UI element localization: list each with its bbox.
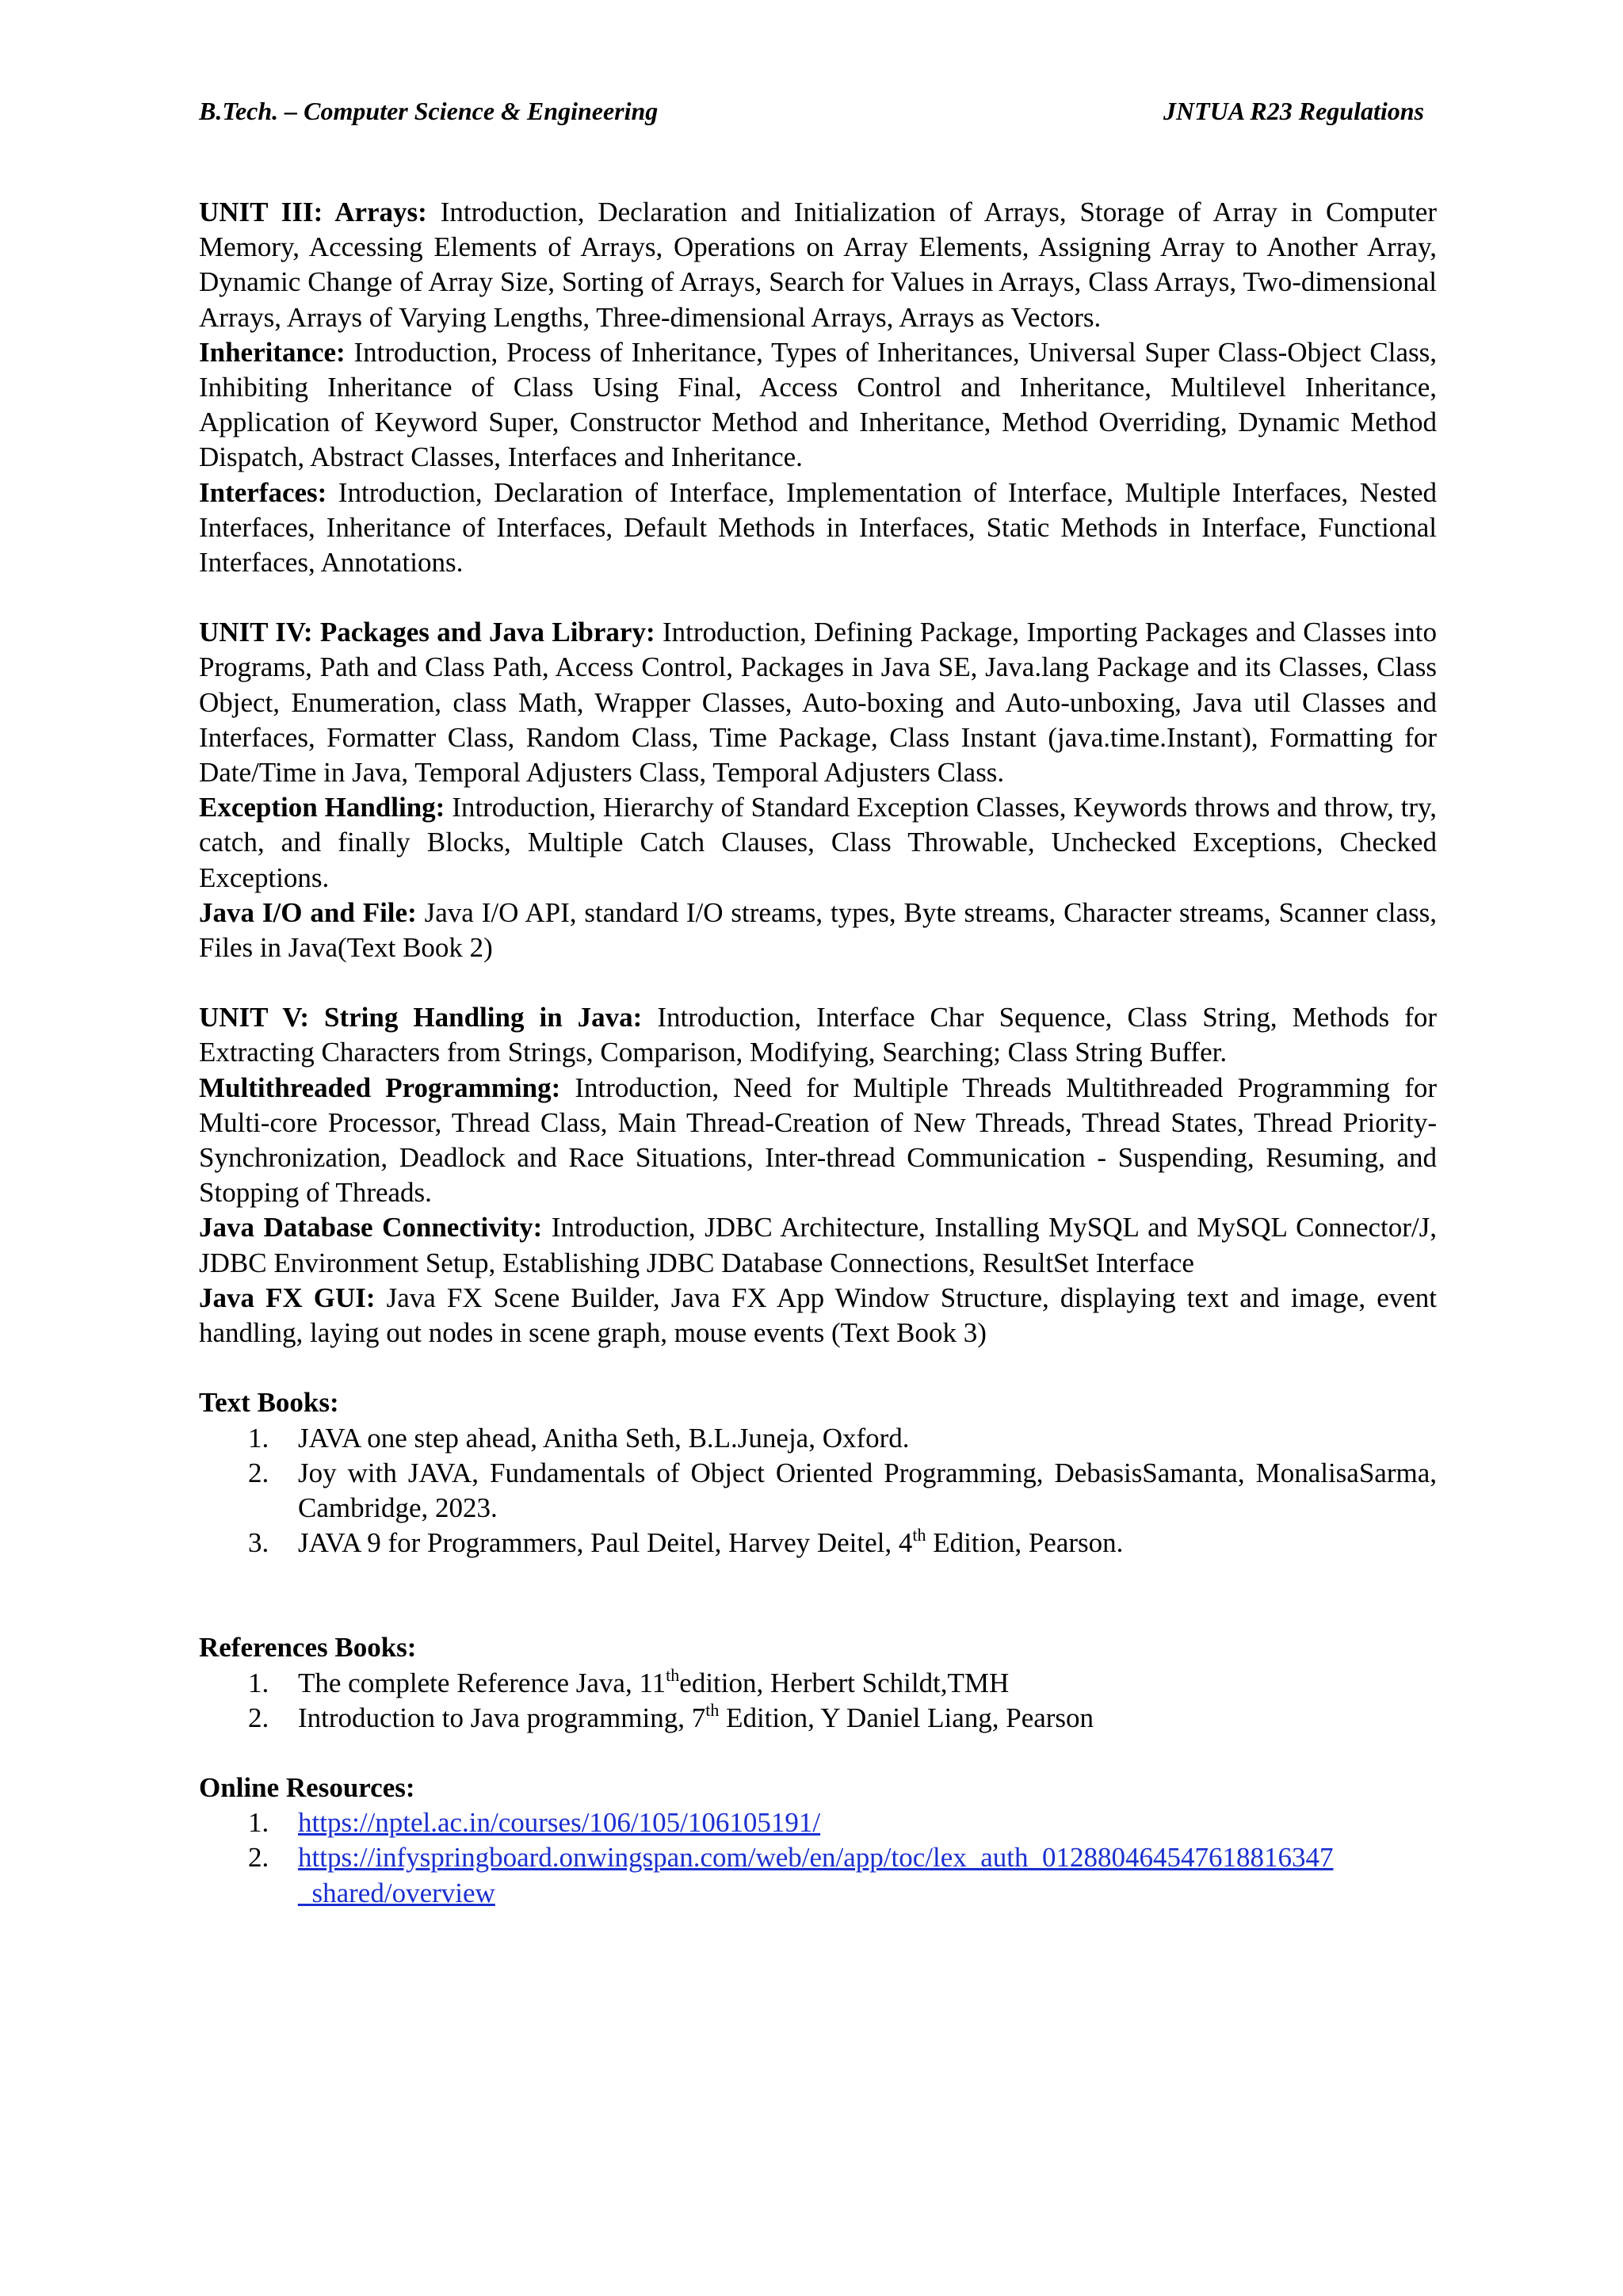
reference-text-tail: edition, Herbert Schildt,TMH bbox=[679, 1667, 1010, 1698]
reference-item bbox=[199, 1701, 1437, 1736]
superscript: th bbox=[705, 1699, 720, 1720]
unit4-packages-text: Introduction, Defining Package, Importing Packages and Classes into Programs, Path and Class Path, Access Control, Packages in Java SE, Java.lang Package and its Classes, Class Object, Enumeration, class Math, Wrapper Classes, Auto-boxing and Auto-unboxing, Java util Classes and Interfaces, Formatter Class, Random Class, Time Package, Class Instant (java.time.Instant), Formatting for Date/Time in Java, Temporal Adjusters Class, Temporal Adjusters Class. bbox=[199, 617, 1437, 789]
list-number: 3. bbox=[248, 1527, 269, 1559]
textbook-item bbox=[199, 1456, 1437, 1526]
textbooks-list bbox=[199, 1421, 1437, 1561]
list-number: 2. bbox=[248, 1457, 269, 1488]
unit5-jdbc-paragraph bbox=[199, 1210, 1437, 1280]
unit5-javafx-paragraph bbox=[199, 1281, 1437, 1350]
unit4-exception-text: Introduction, Hierarchy of Standard Exception Classes, Keywords throws and throw, try, catch, and finally Blocks, Multiple Catch Clauses, Class Throwable, Unchecked Exceptions, Checked Exceptions. bbox=[199, 792, 1437, 893]
list-number: 1. bbox=[248, 1667, 269, 1698]
header-program: B.Tech. – Computer Science & Engineering bbox=[199, 97, 659, 125]
unit4-io-paragraph bbox=[199, 896, 1437, 965]
online-resources-heading: Online Resources: bbox=[199, 1771, 415, 1803]
unit4-packages-paragraph bbox=[199, 615, 1437, 790]
link-line-2: _shared/overview bbox=[298, 1877, 495, 1908]
syllabus-content bbox=[199, 195, 1437, 1911]
references-list bbox=[199, 1666, 1437, 1736]
unit3-interfaces-text: Introduction, Declaration of Interface, Implementation of Interface, Multiple Interfaces, Nested Interfaces, Inheritance of Interfaces, Default Methods in Interfaces, Static Methods in Interface, Functional Interfaces, Annotations. bbox=[199, 476, 1437, 579]
unit3-interfaces-heading: Interfaces: bbox=[199, 476, 327, 508]
unit4-packages-heading: UNIT IV: Packages and Java Library: bbox=[199, 617, 655, 648]
unit5-jdbc-text: Introduction, JDBC Architecture, Installing MySQL and MySQL Connector/J, JDBC Environment Setup, Establishing JDBC Database Connections, ResultSet Interface bbox=[199, 1212, 1437, 1278]
link-line-1: https://infyspringboard.onwingspan.com/web/en/app/toc/lex_auth_012880464547618816347 bbox=[298, 1842, 1334, 1874]
unit3-arrays-paragraph bbox=[199, 195, 1437, 335]
online-resource-item bbox=[199, 1840, 1437, 1910]
unit5-multithreading-text: Introduction, Need for Multiple Threads Multithreaded Programming for Multi-core Processor, Thread Class, Main Thread-Creation of New Threads, Thread States, Thread Priority-Synchronization, Deadlock and Race Situations, Inter-thread Communication - Suspending, Resuming, and Stopping of Threads. bbox=[199, 1072, 1437, 1209]
reference-text: The complete Reference Java, 11 bbox=[298, 1667, 666, 1698]
unit5-multithreading-paragraph bbox=[199, 1071, 1437, 1211]
textbook-text: JAVA one step ahead, Anitha Seth, B.L.Juneja, Oxford. bbox=[298, 1422, 910, 1454]
unit3-arrays-text: Introduction, Declaration and Initialization of Arrays, Storage of Array in Computer Memory, Accessing Elements of Arrays, Operations on Array Elements, Assigning Array to Another Array, Dynamic Change of Array Size, Sorting of Arrays, Search for Values in Arrays, Class Arrays, Two-dimensional Arrays, Arrays of Varying Lengths, Three-dimensional Arrays, Arrays as Vectors. bbox=[199, 197, 1437, 333]
unit3-inheritance-text: Introduction, Process of Inheritance, Types of Inheritances, Universal Super Class-Object Class, Inhibiting Inheritance of Class Using Final, Access Control and Inheritance, Multilevel Inheritance, Application of Keyword Super, Constructor Method and Inheritance, Method Overriding, Dynamic Method Dispatch, Abstract Classes, Interfaces and Inheritance. bbox=[199, 336, 1437, 473]
unit4-io-heading: Java I/O and File: bbox=[199, 896, 417, 928]
list-number: 2. bbox=[248, 1702, 269, 1733]
unit3-inheritance-paragraph bbox=[199, 335, 1437, 476]
header-regulation: JNTUA R23 Regulations bbox=[1163, 97, 1424, 125]
unit4-exception-heading: Exception Handling: bbox=[199, 792, 445, 823]
reference-text: Introduction to Java programming, 7 bbox=[298, 1702, 706, 1733]
reference-text-tail: Edition, Y Daniel Liang, Pearson bbox=[719, 1702, 1094, 1733]
superscript: th bbox=[912, 1525, 926, 1545]
textbooks-heading: Text Books: bbox=[199, 1387, 339, 1419]
unit3-arrays-heading: UNIT III: Arrays: bbox=[199, 197, 427, 227]
unit5-jdbc-heading: Java Database Connectivity: bbox=[199, 1212, 543, 1244]
textbook-text-tail: Edition, Pearson. bbox=[926, 1527, 1124, 1559]
textbook-text: JAVA 9 for Programmers, Paul Deitel, Harvey Deitel, 4 bbox=[298, 1527, 913, 1559]
nptel-link[interactable]: https://nptel.ac.in/courses/106/105/106105191/ bbox=[298, 1807, 821, 1839]
list-number: 2. bbox=[248, 1842, 269, 1874]
references-section bbox=[199, 1630, 1437, 1736]
online-resource-item bbox=[199, 1805, 1437, 1840]
textbook-item bbox=[199, 1421, 1437, 1456]
unit5-string-text: Introduction, Interface Char Sequence, Class String, Methods for Extracting Characters from Strings, Comparison, Modifying, Searching; Class String Buffer. bbox=[199, 1002, 1437, 1068]
page-header bbox=[199, 97, 1424, 132]
list-number: 1. bbox=[248, 1807, 269, 1839]
references-heading: References Books: bbox=[199, 1632, 417, 1664]
textbooks-section bbox=[199, 1385, 1437, 1561]
unit3-inheritance-heading: Inheritance: bbox=[199, 336, 346, 368]
textbook-text: Joy with JAVA, Fundamentals of Object Oriented Programming, DebasisSamanta, MonalisaSarma, Cambridge, 2023. bbox=[298, 1457, 1437, 1523]
infyspringboard-link[interactable] bbox=[298, 1842, 1334, 1908]
unit5-string-heading: UNIT V: String Handling in Java: bbox=[199, 1002, 643, 1033]
unit5-javafx-text: Java FX Scene Builder, Java FX App Window Structure, displaying text and image, event handling, laying out nodes in scene graph, mouse events (Text Book 3) bbox=[199, 1282, 1437, 1349]
unit3-interfaces-paragraph bbox=[199, 476, 1437, 581]
online-resources-section bbox=[199, 1771, 1437, 1911]
unit5-multithreading-heading: Multithreaded Programming: bbox=[199, 1072, 561, 1103]
reference-item bbox=[199, 1666, 1437, 1701]
list-number: 1. bbox=[248, 1422, 269, 1454]
superscript: th bbox=[666, 1664, 680, 1685]
textbook-item bbox=[199, 1526, 1437, 1561]
unit4-io-text: Java I/O API, standard I/O streams, types, Byte streams, Character streams, Scanner class, Files in Java(Text Book 2) bbox=[199, 896, 1437, 964]
unit5-javafx-heading: Java FX GUI: bbox=[199, 1282, 376, 1313]
unit5-string-paragraph bbox=[199, 1000, 1437, 1070]
online-resources-list bbox=[199, 1805, 1437, 1911]
unit4-exception-paragraph bbox=[199, 790, 1437, 896]
